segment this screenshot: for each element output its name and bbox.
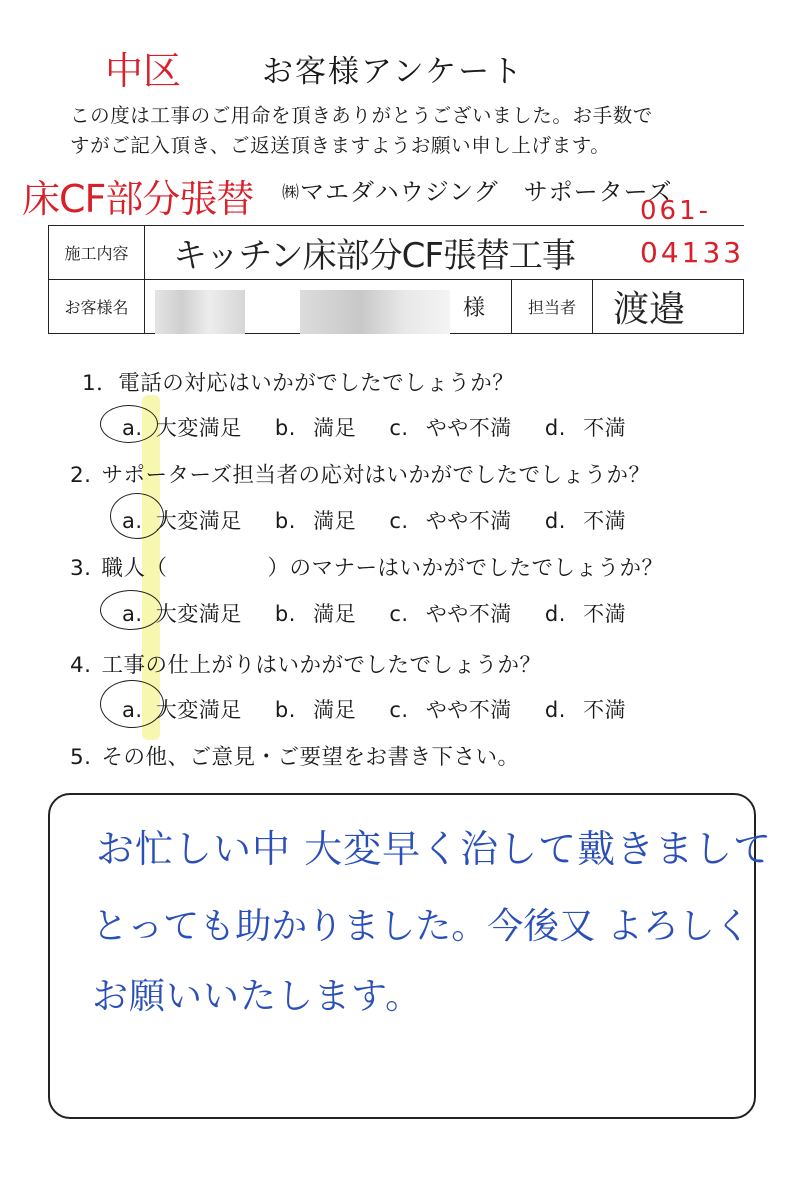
ward-stamp: 中区 — [105, 49, 182, 93]
option-b-text: 満足 — [313, 509, 357, 533]
staff-label: 担当者 — [512, 280, 593, 334]
question-5 — [70, 740, 520, 771]
company-mark: ㈱ — [282, 183, 300, 203]
redaction-block — [300, 290, 450, 334]
code-line-1: 061- — [640, 196, 712, 226]
code-line-2: 04133 — [640, 236, 745, 269]
option-d-text: 不満 — [583, 698, 627, 722]
question-number: 2. — [70, 463, 92, 488]
option-b-text: 満足 — [313, 416, 357, 440]
option-b: b. — [274, 509, 296, 533]
question-text-after: ）のマナーはいかがでしたでしょうか？ — [267, 556, 664, 581]
option-a: a. — [122, 416, 143, 440]
question-number: 4. — [70, 653, 92, 678]
question-number: 1． — [82, 371, 119, 396]
question-text: 工事の仕上がりはいかがでしたでしょうか？ — [101, 653, 542, 678]
option-d-text: 不満 — [583, 509, 627, 533]
customer-label: お客様名 — [49, 280, 145, 334]
question-text: 電話の対応はいかがでしたでしょうか？ — [118, 371, 515, 396]
options-row-3 — [122, 598, 626, 628]
work-label: 施工内容 — [49, 226, 145, 280]
question-3 — [70, 551, 664, 582]
option-a-text: 大変満足 — [155, 698, 242, 722]
answer-circle — [110, 493, 164, 539]
question-4 — [70, 648, 542, 679]
option-a-text: 大変満足 — [155, 602, 242, 626]
options-row-1 — [122, 412, 626, 442]
option-d: d. — [544, 698, 566, 722]
comment-line-3: お願いいたします。 — [92, 976, 423, 1017]
page-title: お客様アンケート — [262, 54, 525, 90]
question-number: 3. — [70, 556, 92, 581]
comment-line-1: お忙しい中 大変早く治して戴きまして — [96, 827, 773, 871]
option-c: c. — [389, 509, 409, 533]
staff-value: 渡邉 — [613, 289, 686, 330]
question-1 — [82, 366, 514, 397]
intro-line-1: この度は工事のご用命を頂きありがとうございました。お手数で — [70, 104, 653, 127]
option-c-text: やや不満 — [425, 602, 512, 626]
option-b: b. — [274, 416, 296, 440]
option-d: d. — [544, 509, 566, 533]
option-b-text: 満足 — [313, 698, 357, 722]
answer-circle — [100, 680, 164, 728]
option-a-text: 大変満足 — [155, 416, 242, 440]
option-b: b. — [274, 698, 296, 722]
question-number: 5. — [70, 745, 92, 770]
question-text: サポーターズ担当者の応対はいかがでしたでしょうか？ — [101, 463, 651, 488]
company-name — [282, 172, 672, 207]
option-c-text: やや不満 — [425, 509, 512, 533]
option-b-text: 満足 — [313, 602, 357, 626]
honorific: 様 — [463, 280, 512, 334]
intro-line-2: すがご記入頂き、ご返送頂きますようお願い申し上げます。 — [70, 134, 611, 157]
work-note-handwritten: 床CF部分張替 — [22, 177, 254, 221]
option-d: d. — [544, 416, 566, 440]
option-d-text: 不満 — [583, 602, 627, 626]
redaction-block — [155, 290, 245, 334]
option-d: d. — [544, 602, 566, 626]
question-text: その他、ご意見・ご要望をお書き下さい。 — [101, 745, 520, 770]
comment-line-2: とっても助かりました。今後又 よろしく — [92, 906, 751, 947]
option-a: a. — [122, 602, 143, 626]
option-d-text: 不満 — [583, 416, 627, 440]
staff-value-cell — [593, 280, 744, 334]
option-b: b. — [274, 602, 296, 626]
question-text-before: 職人（ — [101, 556, 168, 581]
option-a: a. — [122, 509, 143, 533]
work-value-cell — [145, 226, 744, 280]
options-row-4 — [122, 694, 626, 724]
options-row-2 — [122, 505, 626, 535]
question-2 — [70, 458, 650, 489]
option-c-text: やや不満 — [425, 698, 512, 722]
option-c: c. — [389, 416, 409, 440]
option-a-text: 大変満足 — [155, 509, 242, 533]
option-c: c. — [389, 698, 409, 722]
answer-circle — [100, 590, 162, 630]
company-name-text: マエダハウジング サポーターズ — [300, 178, 673, 206]
answer-circle — [100, 405, 158, 443]
option-c: c. — [389, 602, 409, 626]
work-value: キッチン床部分CF張替工事 — [173, 236, 575, 276]
option-c-text: やや不満 — [425, 416, 512, 440]
option-a: a. — [122, 698, 143, 722]
